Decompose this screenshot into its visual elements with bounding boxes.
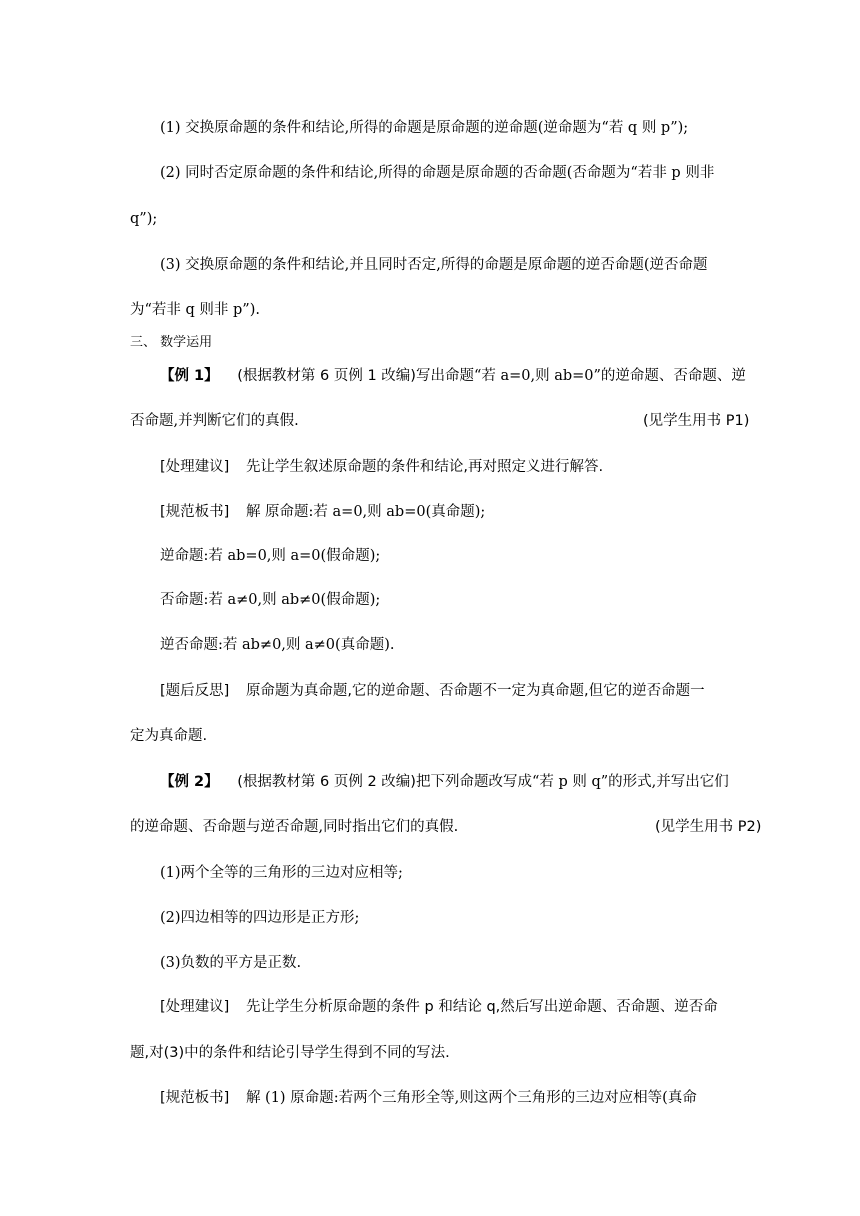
example-1-text: 写出命题“若 a=0,则 ab=0”的逆命题、否命题、逆: [415, 368, 746, 384]
example-1-source: (根据教材第 6 页例 1 改编): [237, 368, 416, 384]
example-1-reflection-cont: 定为真命题.: [130, 728, 208, 744]
example-2-tag: 【例 2】: [160, 774, 219, 790]
example-1-board: [160, 502, 485, 522]
example-2-item-3: (3)负数的平方是正数.: [160, 955, 302, 971]
example-1-text-cont: 否命题,并判断它们的真假.: [130, 413, 299, 429]
example-1-suggestion: [160, 457, 603, 477]
example-2-suggestion-cont: 题,对(3)中的条件和结论引导学生得到不同的写法.: [130, 1045, 450, 1061]
example-2-item-2: (2)四边相等的四边形是正方形;: [160, 910, 360, 926]
example-1-reflection: [160, 681, 705, 701]
example-2-text: 把下列命题改写成“若 p 则 q”的形式,并写出它们: [415, 774, 729, 790]
paragraph-inverse-definition: (2) 同时否定原命题的条件和结论,所得的命题是原命题的否命题(否命题为“若非 p 则非: [160, 165, 715, 181]
example-2-board-text: 解 (1) 原命题:若两个三角形全等,则这两个三角形的三边对应相等(真命: [245, 1090, 697, 1106]
example-2-suggestion-text: 先让学生分析原命题的条件 p 和结论 q,然后写出逆命题、否命题、逆否命: [245, 999, 718, 1015]
example-2-line: [160, 772, 729, 792]
example-1-reference: (见学生用书 P1): [643, 413, 750, 429]
example-1-reflection-tag: [题后反思]: [160, 683, 230, 699]
section-heading: 三、 数学运用: [130, 335, 213, 350]
example-2-text-cont: 的逆命题、否命题与逆否命题,同时指出它们的真假.: [130, 819, 459, 835]
paragraph-converse-definition: (1) 交换原命题的条件和结论,所得的命题是原命题的逆命题(逆命题为“若 q 则 p”);: [160, 120, 689, 136]
example-1-inverse: 否命题:若 a≠0,则 ab≠0(假命题);: [160, 592, 381, 608]
example-2-board-tag: [规范板书]: [160, 1090, 230, 1106]
paragraph-contrapositive-definition: (3) 交换原命题的条件和结论,并且同时否定,所得的命题是原命题的逆否命题(逆否命题: [160, 257, 708, 273]
example-1-board-tag: [规范板书]: [160, 504, 230, 520]
example-1-tag: 【例 1】: [160, 368, 219, 384]
paragraph-inverse-definition-cont: q”);: [130, 211, 158, 227]
example-2-item-1: (1)两个全等的三角形的三边对应相等;: [160, 865, 403, 881]
example-2-board: [160, 1088, 697, 1108]
example-1-converse: 逆命题:若 ab=0,则 a=0(假命题);: [160, 548, 381, 564]
example-2-suggestion: [160, 997, 718, 1017]
example-1-reflection-text: 原命题为真命题,它的逆命题、否命题不一定为真命题,但它的逆否命题一: [245, 683, 705, 699]
example-1-line: [160, 366, 746, 386]
example-2-reference: (见学生用书 P2): [655, 819, 762, 835]
example-1-suggestion-tag: [处理建议]: [160, 459, 230, 475]
example-1-suggestion-text: 先让学生叙述原命题的条件和结论,再对照定义进行解答.: [245, 459, 604, 475]
example-2-suggestion-tag: [处理建议]: [160, 999, 230, 1015]
example-2-source: (根据教材第 6 页例 2 改编): [237, 774, 416, 790]
paragraph-contrapositive-definition-cont: 为“若非 q 则非 p”).: [130, 302, 260, 318]
example-1-board-text: 解 原命题:若 a=0,则 ab=0(真命题);: [245, 504, 486, 520]
example-1-contrapositive: 逆否命题:若 ab≠0,则 a≠0(真命题).: [160, 637, 395, 653]
